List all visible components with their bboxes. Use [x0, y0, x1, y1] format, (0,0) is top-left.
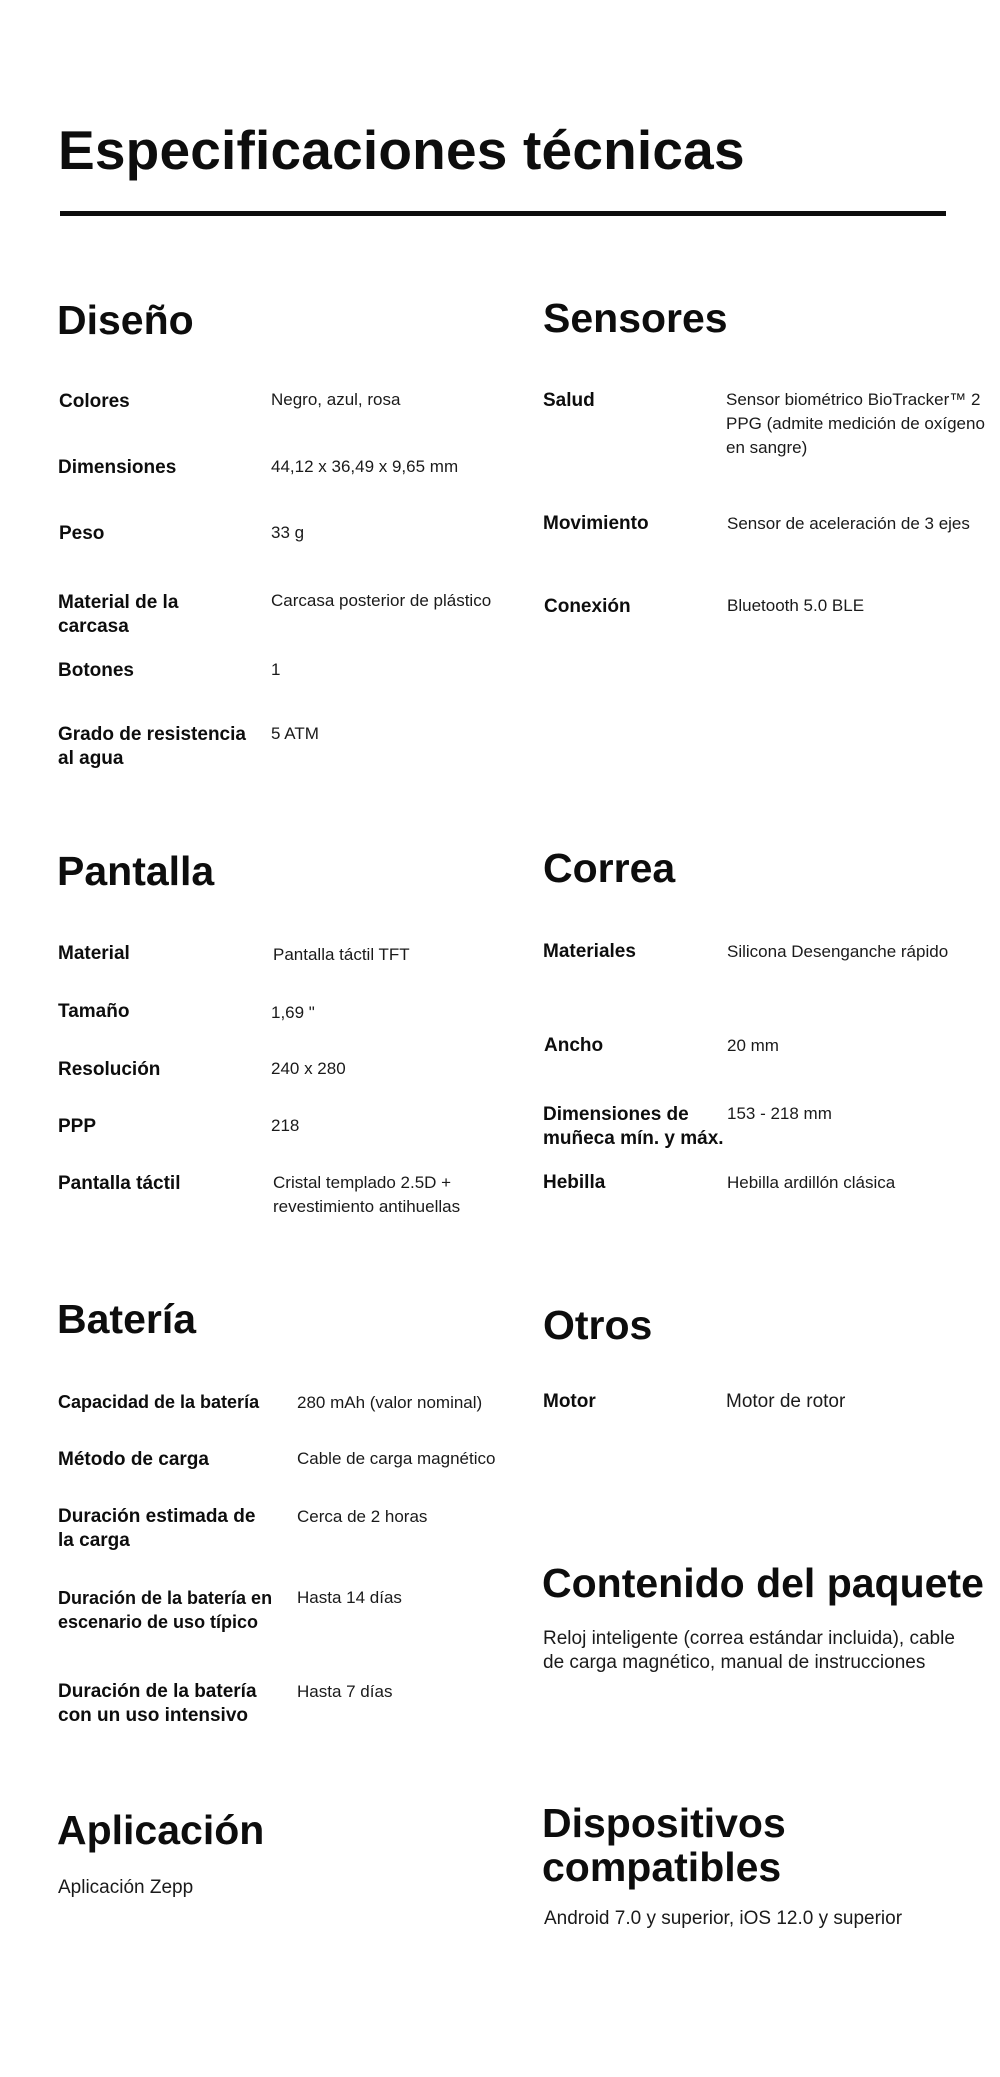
sensors-heading: Sensores [543, 295, 728, 341]
spec-value: 218 [271, 1116, 300, 1135]
strap-heading: Correa [543, 845, 676, 891]
others-heading: Otros [543, 1302, 653, 1348]
compatible-devices-text: Android 7.0 y superior, iOS 12.0 y superior [544, 1908, 903, 1929]
spec-value: Negro, azul, rosa [271, 390, 401, 409]
spec-value: Cristal templado 2.5D + revestimiento antihuellas [273, 1173, 461, 1216]
spec-label: Pantalla táctil [58, 1173, 181, 1194]
page-title: Especificaciones técnicas [58, 119, 745, 181]
spec-label: Conexión [544, 596, 631, 617]
spec-label: Motor [543, 1391, 596, 1412]
spec-label: Hebilla [543, 1172, 606, 1193]
spec-label: Duración estimada de la carga [58, 1506, 256, 1551]
spec-value: 1 [271, 660, 281, 679]
spec-label: Dimensiones [58, 457, 177, 478]
app-heading: Aplicación [57, 1807, 265, 1853]
spec-value: Hebilla ardillón clásica [727, 1173, 896, 1192]
spec-value: Bluetooth 5.0 BLE [727, 596, 865, 615]
spec-value: Silicona Desenganche rápido [727, 942, 949, 961]
package-contents-heading: Contenido del paquete [542, 1560, 984, 1606]
display-heading: Pantalla [57, 848, 215, 894]
spec-value: Sensor biométrico BioTracker™ 2 PPG (admite medición de oxígeno en sangre) [726, 390, 985, 457]
battery-heading: Batería [57, 1296, 197, 1342]
spec-value: 5 ATM [271, 724, 319, 743]
spec-value: 44,12 x 36,49 x 9,65 mm [271, 457, 459, 476]
spec-label: Duración de la batería en escenario de uso típico [58, 1588, 273, 1632]
app-text: Aplicación Zepp [58, 1877, 194, 1898]
spec-value: Pantalla táctil TFT [273, 945, 410, 964]
spec-value: 280 mAh (valor nominal) [297, 1393, 483, 1412]
spec-value: Sensor de aceleración de 3 ejes [727, 514, 970, 533]
spec-label: Material de la carcasa [58, 592, 179, 637]
spec-label: Duración de la batería con un uso intensivo [58, 1681, 257, 1726]
spec-label: Dimensiones de muñeca mín. y máx. [543, 1104, 724, 1149]
spec-label: Ancho [544, 1035, 604, 1056]
spec-value: 153 - 218 mm [727, 1104, 832, 1123]
spec-label: PPP [58, 1116, 97, 1137]
spec-label: Peso [59, 523, 105, 544]
spec-label: Método de carga [58, 1449, 209, 1470]
spec-label: Material [58, 943, 130, 964]
spec-label: Materiales [543, 941, 636, 962]
spec-label: Capacidad de la batería [58, 1392, 260, 1412]
spec-value: 1,69 " [271, 1003, 315, 1022]
spec-label: Botones [58, 660, 134, 681]
package-contents-text: Reloj inteligente (correa estándar incluida), cable de carga magnético, manual de instrucciones [543, 1628, 955, 1673]
spec-value: Hasta 7 días [297, 1682, 393, 1701]
spec-label: Movimiento [543, 513, 649, 534]
spec-label: Salud [543, 390, 595, 411]
spec-value: Cerca de 2 horas [297, 1507, 428, 1526]
spec-label: Colores [59, 391, 130, 412]
spec-value: 20 mm [727, 1036, 779, 1055]
compatible-devices-heading: Dispositivos compatibles [542, 1800, 786, 1890]
spec-label: Tamaño [58, 1001, 130, 1022]
spec-label: Grado de resistencia al agua [58, 724, 246, 769]
design-heading: Diseño [57, 297, 194, 343]
spec-value: Hasta 14 días [297, 1588, 402, 1607]
spec-value: Motor de rotor [726, 1391, 846, 1412]
spec-label: Resolución [58, 1059, 161, 1080]
spec-value: 33 g [271, 523, 305, 542]
spec-value: Cable de carga magnético [297, 1449, 496, 1468]
spec-value: 240 x 280 [271, 1059, 346, 1078]
spec-value: Carcasa posterior de plástico [271, 591, 492, 610]
title-divider [60, 211, 946, 216]
